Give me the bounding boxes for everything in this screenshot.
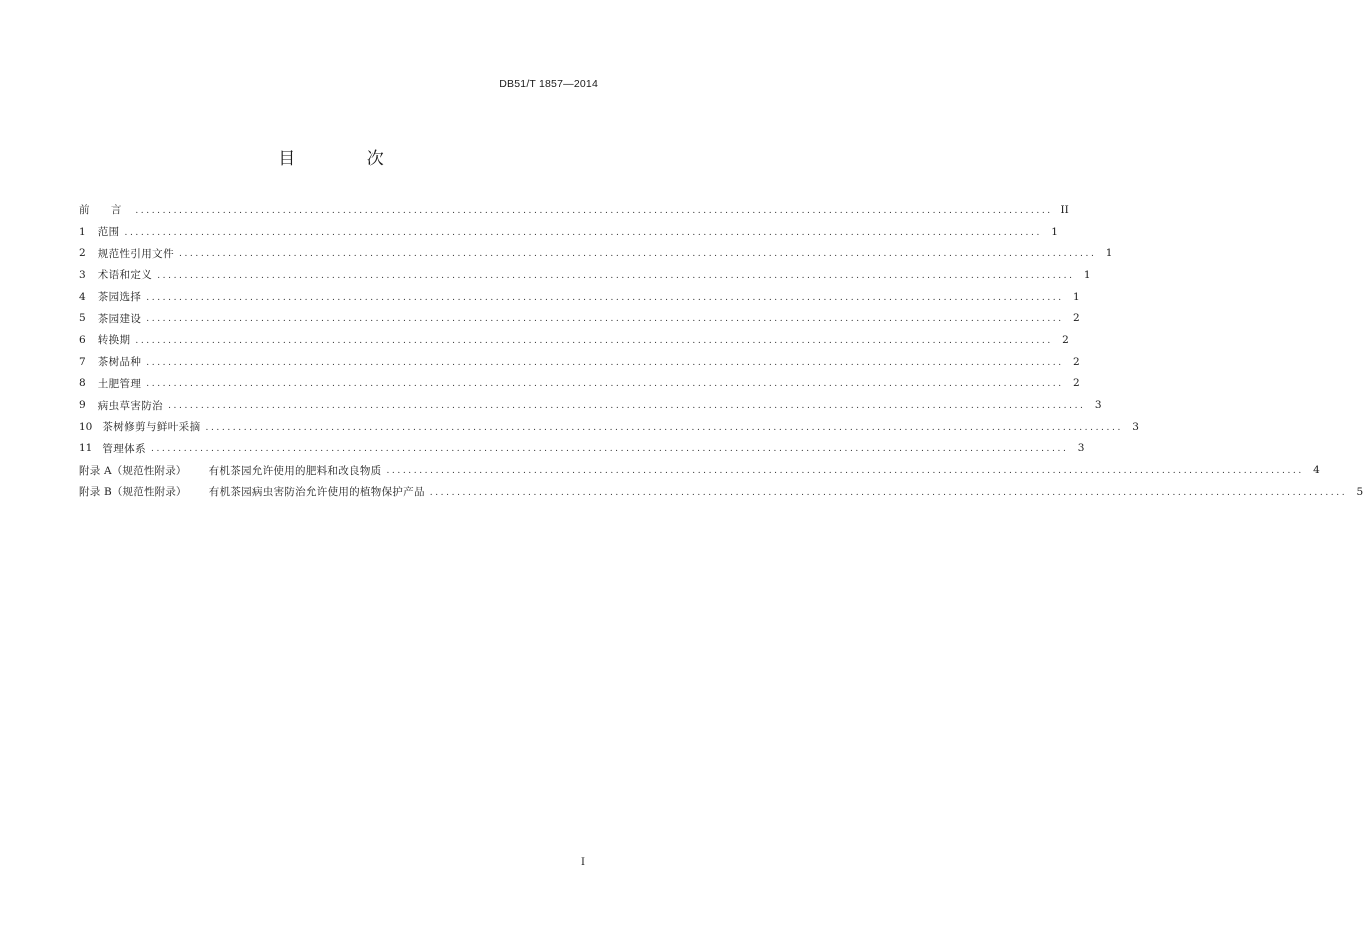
dot-leader: ........................................................................................................................................................................ (386, 466, 1304, 477)
dot-leader: ........................................................................................................................................................................ (124, 227, 1042, 238)
toc-entry-soil-fertilizer[interactable] (79, 373, 1080, 395)
toc-entry-number: 6 (79, 333, 86, 346)
toc-entry-normative-references[interactable] (79, 242, 1113, 264)
toc-entry-conversion-period[interactable] (79, 329, 1069, 351)
dot-leader: ........................................................................................................................................................................ (429, 487, 1348, 498)
toc-entry-label: 茶园建设 (97, 312, 142, 325)
annex-title: 有机茶园病虫害防治允许使用的植物保护产品 (208, 486, 425, 499)
toc-entry-page: 1 (1051, 225, 1058, 238)
toc-entry-terms[interactable] (79, 264, 1091, 286)
page-number: I (581, 857, 585, 868)
toc-entry-number: 3 (79, 268, 86, 281)
toc-entry-scope[interactable] (79, 221, 1058, 243)
dot-leader: ........................................................................................................................................................................ (146, 314, 1064, 325)
toc-entry-page: 3 (1132, 420, 1139, 433)
toc-entry-number: 2 (79, 247, 86, 260)
dot-leader: ........................................................................................................................................................................ (179, 249, 1097, 260)
toc-entry-foreword[interactable] (79, 199, 1069, 221)
toc-entry-annex-a[interactable] (79, 459, 1320, 481)
annex-label: 附录 A（规范性附录） (79, 464, 187, 477)
dot-leader: ........................................................................................................................................................................ (135, 205, 1053, 216)
toc-entry-page: 2 (1073, 377, 1080, 390)
document-code: DB51/T 1857—2014 (499, 78, 598, 90)
dot-leader: ........................................................................................................................................................................ (146, 379, 1064, 390)
dot-leader: ........................................................................................................................................................................ (157, 270, 1075, 281)
dot-leader: ........................................................................................................................................................................ (135, 335, 1053, 346)
toc-entry-label: 术语和定义 (97, 269, 153, 282)
toc-entry-label: 茶树品种 (97, 356, 142, 369)
toc-entry-annex-b[interactable] (79, 481, 1363, 503)
toc-entry-garden-selection[interactable] (79, 286, 1080, 308)
toc-entry-page: 3 (1094, 399, 1102, 412)
toc-entry-page: 2 (1062, 333, 1069, 346)
annex-title: 有机茶园允许使用的肥料和改良物质 (208, 464, 382, 477)
annex-label: 附录 B（规范性附录） (79, 486, 187, 499)
toc-entry-number: 4 (79, 290, 86, 303)
toc-entry-page: 1 (1105, 247, 1113, 260)
toc-entry-garden-construction[interactable] (79, 307, 1080, 329)
dot-leader: ........................................................................................................................................................................ (205, 422, 1123, 433)
toc-entry-management-system[interactable] (79, 438, 1085, 460)
toc-entry-number: 7 (79, 355, 86, 368)
toc-entry-number: 11 (79, 442, 93, 455)
toc-entry-number: 1 (79, 225, 86, 238)
toc-entry-label: 病虫草害防治 (97, 399, 164, 412)
toc-entry-label: 范围 (97, 226, 120, 239)
toc-entry-page: 1 (1083, 268, 1091, 281)
dot-leader: ........................................................................................................................................................................ (150, 444, 1069, 455)
toc-entry-label: 前 言 (79, 204, 131, 217)
toc-entry-page: 1 (1073, 290, 1080, 303)
dot-leader: ........................................................................................................................................................................ (146, 357, 1064, 368)
toc-entry-label: 转换期 (97, 334, 131, 347)
toc-entry-pruning-picking[interactable] (79, 416, 1139, 438)
toc-entry-label: 土肥管理 (97, 377, 142, 390)
toc-entry-label: 规范性引用文件 (97, 247, 174, 260)
toc-entry-label: 管理体系 (102, 442, 146, 455)
toc-entry-label: 茶树修剪与鲜叶采摘 (102, 421, 201, 434)
toc-entry-page: 3 (1077, 442, 1085, 455)
dot-leader: ........................................................................................................................................................................ (168, 401, 1086, 412)
toc-title: 目 次 (278, 149, 417, 169)
toc-entry-page: 2 (1073, 355, 1080, 368)
toc-entry-page: 5 (1356, 485, 1363, 498)
toc-entry-number: 8 (79, 377, 86, 390)
toc-entry-page: 4 (1313, 464, 1320, 477)
toc-entry-page: 2 (1073, 312, 1080, 325)
toc-entry-number: 10 (79, 420, 93, 433)
toc-entry-tea-variety[interactable] (79, 351, 1080, 373)
toc-entry-number: 5 (79, 312, 86, 325)
toc-entry-number: 9 (79, 399, 86, 412)
toc-entry-label: 茶园选择 (97, 291, 142, 304)
dot-leader: ........................................................................................................................................................................ (146, 292, 1064, 303)
toc-entry-page: II (1060, 203, 1069, 216)
table-of-contents (79, 199, 1363, 503)
toc-entry-pest-control[interactable] (79, 394, 1102, 416)
